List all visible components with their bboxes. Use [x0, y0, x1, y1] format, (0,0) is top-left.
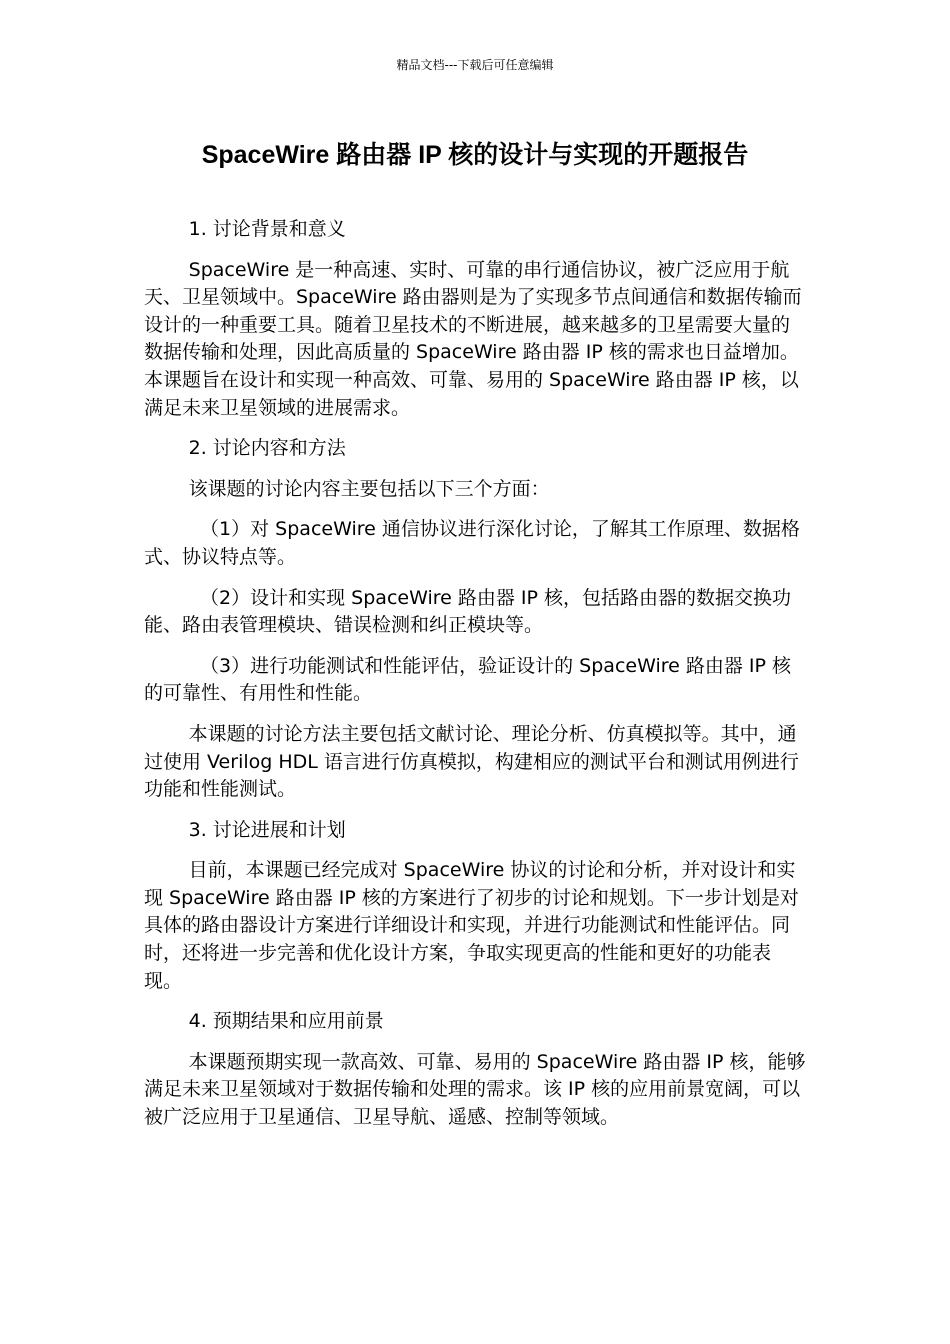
section-2-item-3: （3）进行功能测试和性能评估，验证设计的 SpaceWire 路由器 IP 核的可靠性、有用性和性能。 [144, 654, 791, 705]
document-body [144, 216, 806, 1145]
section-4-paragraph: 本课题预期实现一款高效、可靠、易用的 SpaceWire 路由器 IP 核，能够满足未来卫星领域对于数据传输和处理的需求。该 IP 核的应用前景宽阔，可以被广泛应用于卫星通信、卫星导航、遥感、控制等领域。 [144, 1050, 806, 1129]
section-1-heading: 1. 讨论背景和意义 [188, 218, 346, 240]
document-title: SpaceWire 路由器 IP 核的设计与实现的开题报告 [201, 141, 749, 169]
section-1-paragraph: SpaceWire 是一种高速、实时、可靠的串行通信协议，被广泛应用于航天、卫星领域中。SpaceWire 路由器则是为了实现多节点间通信和数据传输而设计的一种重要工具。随着卫星技术的不断进展，越来越多的卫星需要大量的数据传输和处理，因此高质量的 SpaceWire 路由器 IP 核的需求也日益增加。本课题旨在设计和实现一种高效、可靠、易用的 SpaceWire 路由器 IP 核，以满足未来卫星领域的进展需求。 [144, 258, 802, 419]
section-4-heading: 4. 预期结果和应用前景 [188, 1010, 384, 1033]
section-3-paragraph: 目前，本课题已经完成对 SpaceWire 协议的讨论和分析，并对设计和实现 SpaceWire 路由器 IP 核的方案进行了初步的讨论和规划。下一步计划是对具体的路由器设计方案进行详细设计和实现，并进行功能测试和性能评估。同时，还将进一步完善和优化设计方案，争取实现更高的性能和更好的功能表现。 [144, 859, 799, 992]
section-3-heading: 3. 讨论进展和计划 [188, 818, 346, 841]
section-2-item-2: （2）设计和实现 SpaceWire 路由器 IP 核，包括路由器的数据交换功能、路由表管理模块、错误检测和纠正模块等。 [144, 586, 791, 637]
section-2-method: 本课题的讨论方法主要包括文献讨论、理论分析、仿真模拟等。其中，通过使用 Verilog HDL 语言进行仿真模拟，构建相应的测试平台和测试用例进行功能和性能测试。 [144, 722, 799, 801]
section-2-intro: 该课题的讨论内容主要包括以下三个方面： [188, 477, 550, 500]
section-2-heading: 2. 讨论内容和方法 [188, 437, 346, 460]
section-2-item-1: （1）对 SpaceWire 通信协议进行深化讨论，了解其工作原理、数据格式、协议特点等。 [144, 518, 800, 568]
header-note: 精品文档---下载后可任意编辑 [396, 58, 554, 72]
